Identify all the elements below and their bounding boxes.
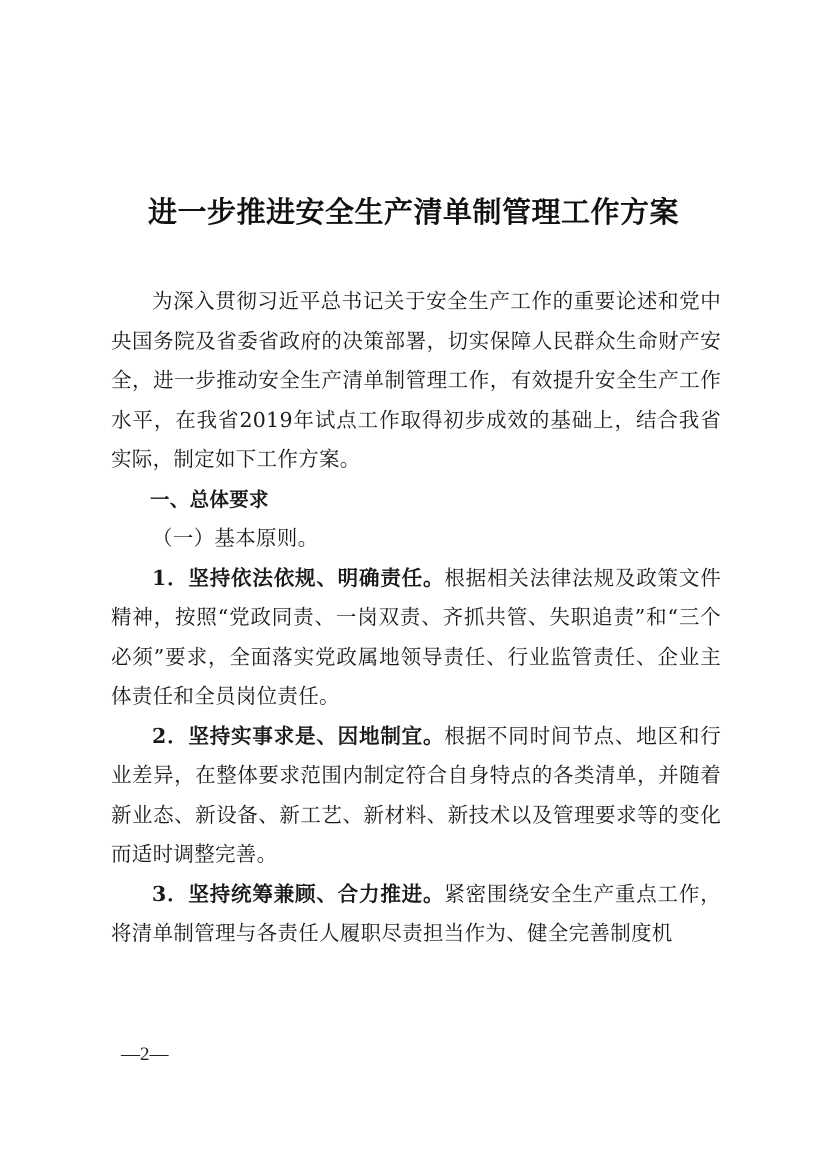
principle-lead: 2．坚持实事求是、因地制宜。: [152, 723, 445, 748]
section-heading: 一、总体要求: [150, 487, 269, 511]
principle-paragraph: [111, 875, 721, 954]
principle-text: 根据相关法律法规及政策文件精神，按照“党政同责、一岗双责、齐抓共管、失职追责”和“三个必须”要求，全面落实党政属地领导责任、行业监管责任、企业主体责任和全员岗位责任。: [111, 565, 722, 708]
principle-paragraph: [111, 717, 721, 875]
intro-paragraph: 为深入贯彻习近平总书记关于安全生产工作的重要论述和党中央国务院及省委省政府的决策部署，切实保障人民群众生命财产安全，进一步推动安全生产清单制管理工作，有效提升安全生产工作水平，在我省2019年试点工作取得初步成效的基础上，结合我省实际，制定如下工作方案。: [111, 289, 721, 471]
document-title: 进一步推进安全生产清单制管理工作方案: [147, 195, 679, 229]
principle-lead: 3．坚持统筹兼顾、合力推进。: [152, 881, 445, 906]
subsection-heading: （一）基本原则。: [152, 526, 319, 550]
principle-paragraph: [111, 559, 721, 717]
principle-lead: 1．坚持依法依规、明确责任。: [152, 565, 445, 590]
principle-text: 紧密围绕安全生产重点工作，将清单制管理与各责任人履职尽责担当作为、健全完善制度机: [111, 881, 722, 945]
document-body: [111, 282, 721, 954]
page-number: —2—: [121, 1044, 169, 1065]
principle-text: 根据不同时间节点、地区和行业差异，在整体要求范围内制定符合自身特点的各类清单，并随着新业态、新设备、新工艺、新材料、新技术以及管理要求等的变化而适时调整完善。: [111, 723, 722, 866]
